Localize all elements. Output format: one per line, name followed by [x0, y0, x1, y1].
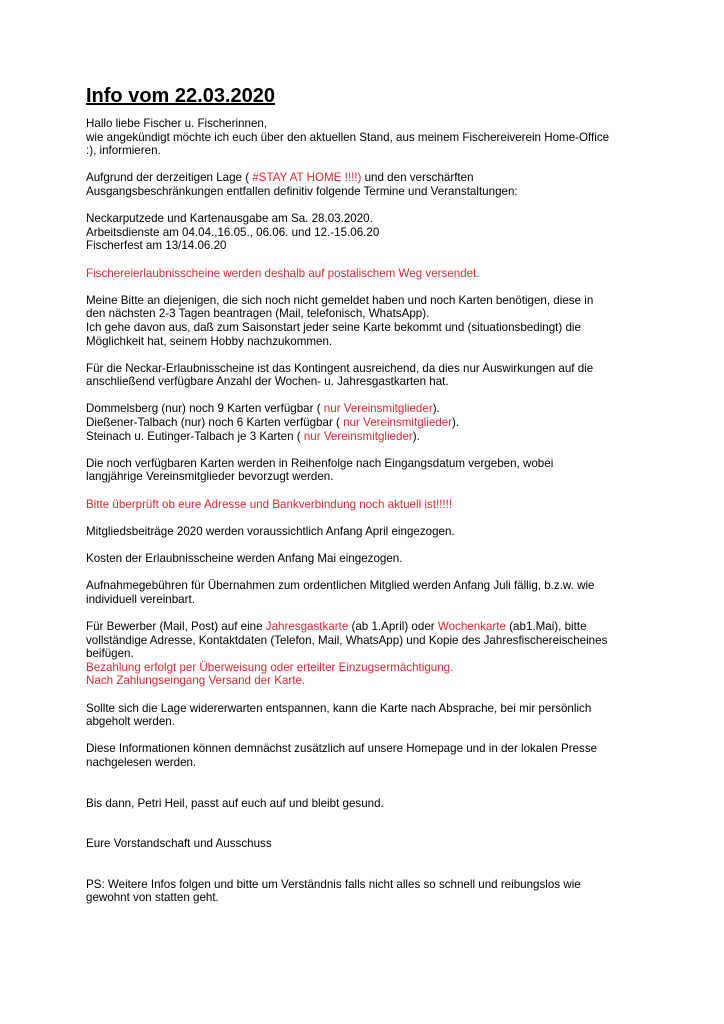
- pickup-paragraph: [86, 702, 646, 729]
- text-line: [86, 416, 646, 430]
- text-segment: ).: [452, 416, 460, 430]
- members-only-highlight: nur Vereinsmitglieder: [303, 429, 413, 443]
- text-line: Arbeitsdienste am 04.04.,16.05., 06.06. und 12.-15.06.20: [86, 225, 380, 239]
- allocation-paragraph: [86, 457, 646, 484]
- text-line: [86, 620, 646, 634]
- text-line: Möglichkeit hat, seinem Hobby nachzukommen.: [86, 334, 333, 348]
- postscript-paragraph: [86, 878, 646, 905]
- check-address-notice: Bitte überprüft ob eure Adresse und Bankverbindung noch aktuell ist!!!!!: [86, 497, 453, 511]
- text-line: anschließend verfügbare Anzahl der Wochen- u. Jahresgastkarten hat.: [86, 375, 449, 389]
- text-line: Sollte sich die Lage widererwarten entspannen, kann die Karte nach Absprache, bei mir persönlich: [86, 701, 592, 715]
- text-segment: (ab1.Mai), bitte: [505, 619, 587, 633]
- text-segment: (ab 1.April) oder: [348, 619, 438, 633]
- text-line: [86, 171, 646, 185]
- text-line: Diese Informationen können demnächst zusätzlich auf unsere Homepage und in der lokalen Presse: [86, 742, 598, 756]
- text-line: Fischerfest am 13/14.06.20: [86, 239, 227, 253]
- text-line: den nächsten 2-3 Tagen beantragen (Mail, telefonisch, WhatsApp).: [86, 307, 430, 321]
- text-line: PS: Weitere Infos folgen und bitte um Verständnis falls nicht alles so schnell und reibungslos wie: [86, 877, 581, 891]
- cancelled-events-list: [86, 212, 646, 253]
- shipping-notice: Nach Zahlungseingang Versand der Karte.: [86, 674, 306, 688]
- payment-notice: Bezahlung erfolgt per Überweisung oder erteilter Einzugsermächtigung.: [86, 660, 454, 674]
- situation-paragraph: [86, 171, 646, 198]
- document-title: Info vom 22.03.2020: [86, 85, 275, 107]
- text-line: abgeholt werden.: [86, 715, 175, 729]
- text-line: gewohnt von statten geht.: [86, 891, 219, 905]
- text-line: Hallo liebe Fischer u. Fischerinnen,: [86, 117, 268, 130]
- text-line: [86, 430, 646, 444]
- text-line: Für die Neckar-Erlaubnisscheine ist das Kontingent ausreichend, da dies nur Auswirkungen auf die: [86, 361, 594, 375]
- text-segment: Dommelsberg (nur) noch 9 Karten verfügbar (: [86, 402, 324, 416]
- members-only-highlight: nur Vereinsmitglieder: [323, 402, 433, 416]
- applicants-paragraph: [86, 620, 646, 688]
- text-segment: ).: [432, 402, 440, 416]
- text-line: vollständige Adresse, Kontaktdaten (Telefon, Mail, WhatsApp) und Kopie des Jahresfischereischeines: [86, 633, 608, 647]
- annual-guest-card-highlight: Jahresgastkarte: [265, 619, 349, 633]
- text-line: beifügen.: [86, 647, 134, 661]
- text-line: individuell vereinbart.: [86, 592, 195, 606]
- text-line: Aufnahmegebühren für Übernahmen zum ordentlichen Mitglied werden Anfang Juli fällig, b.z.w. wie: [86, 579, 595, 593]
- text-line: langjährige Vereinsmitglieder bevorzugt werden.: [86, 470, 334, 484]
- text-line: nachgelesen werden.: [86, 755, 197, 769]
- text-line: wie angekündigt möchte ich euch über den aktuellen Stand, aus meinem Fischereiverein Home-Office: [86, 130, 610, 144]
- text-line: Die noch verfügbaren Karten werden in Reihenfolge nach Eingangsdatum vergeben, wobei: [86, 456, 554, 470]
- text-segment: ).: [412, 429, 420, 443]
- signature-line: Eure Vorstandschaft und Ausschuss: [86, 837, 272, 851]
- text-line: Ausgangsbeschränkungen entfallen definitiv folgende Termine und Veranstaltungen:: [86, 184, 518, 198]
- text-line: [86, 402, 646, 416]
- text-segment: Aufgrund der derzeitigen Lage (: [86, 171, 253, 185]
- homepage-paragraph: [86, 742, 646, 769]
- weekly-card-highlight: Wochenkarte: [437, 619, 506, 633]
- postal-delivery-notice: Fischereierlaubnisscheine werden deshalb auf postalischem Weg versendet.: [86, 266, 480, 280]
- members-only-highlight: nur Vereinsmitglieder: [343, 416, 453, 430]
- text-line: Ich gehe davon aus, daß zum Saisonstart jeder seine Karte bekommt und (situationsbedingt) die: [86, 320, 581, 334]
- text-line: Neckarputzede und Kartenausgabe am Sa. 28.03.2020.: [86, 212, 373, 226]
- text-segment: Dießener-Talbach (nur) noch 6 Karten verfügbar (: [86, 416, 344, 430]
- text-segment: und den verschärften: [361, 171, 474, 185]
- text-segment: Für Bewerber (Mail, Post) auf eine: [86, 619, 266, 633]
- text-line: Meine Bitte an diejenigen, die sich noch nicht gemeldet haben und noch Karten benötigen, diese in: [86, 293, 594, 307]
- contingent-paragraph: [86, 362, 646, 389]
- farewell-line: Bis dann, Petri Heil, passt auf euch auf und bleibt gesund.: [86, 796, 384, 810]
- stay-at-home-highlight: #STAY AT HOME !!!!): [252, 171, 362, 185]
- membership-fees-line: Mitgliedsbeiträge 2020 werden voraussichtlich Anfang April eingezogen.: [86, 524, 455, 538]
- text-line: :), informieren.: [86, 144, 161, 158]
- request-paragraph: [86, 294, 646, 348]
- document-page: [86, 84, 646, 905]
- permit-costs-line: Kosten der Erlaubnisscheine werden Anfang Mai eingezogen.: [86, 552, 403, 565]
- greeting-paragraph: [86, 117, 646, 158]
- admission-fees-paragraph: [86, 579, 646, 606]
- available-cards-list: [86, 402, 646, 443]
- text-segment: Steinach u. Eutinger-Talbach je 3 Karten (: [86, 429, 304, 443]
